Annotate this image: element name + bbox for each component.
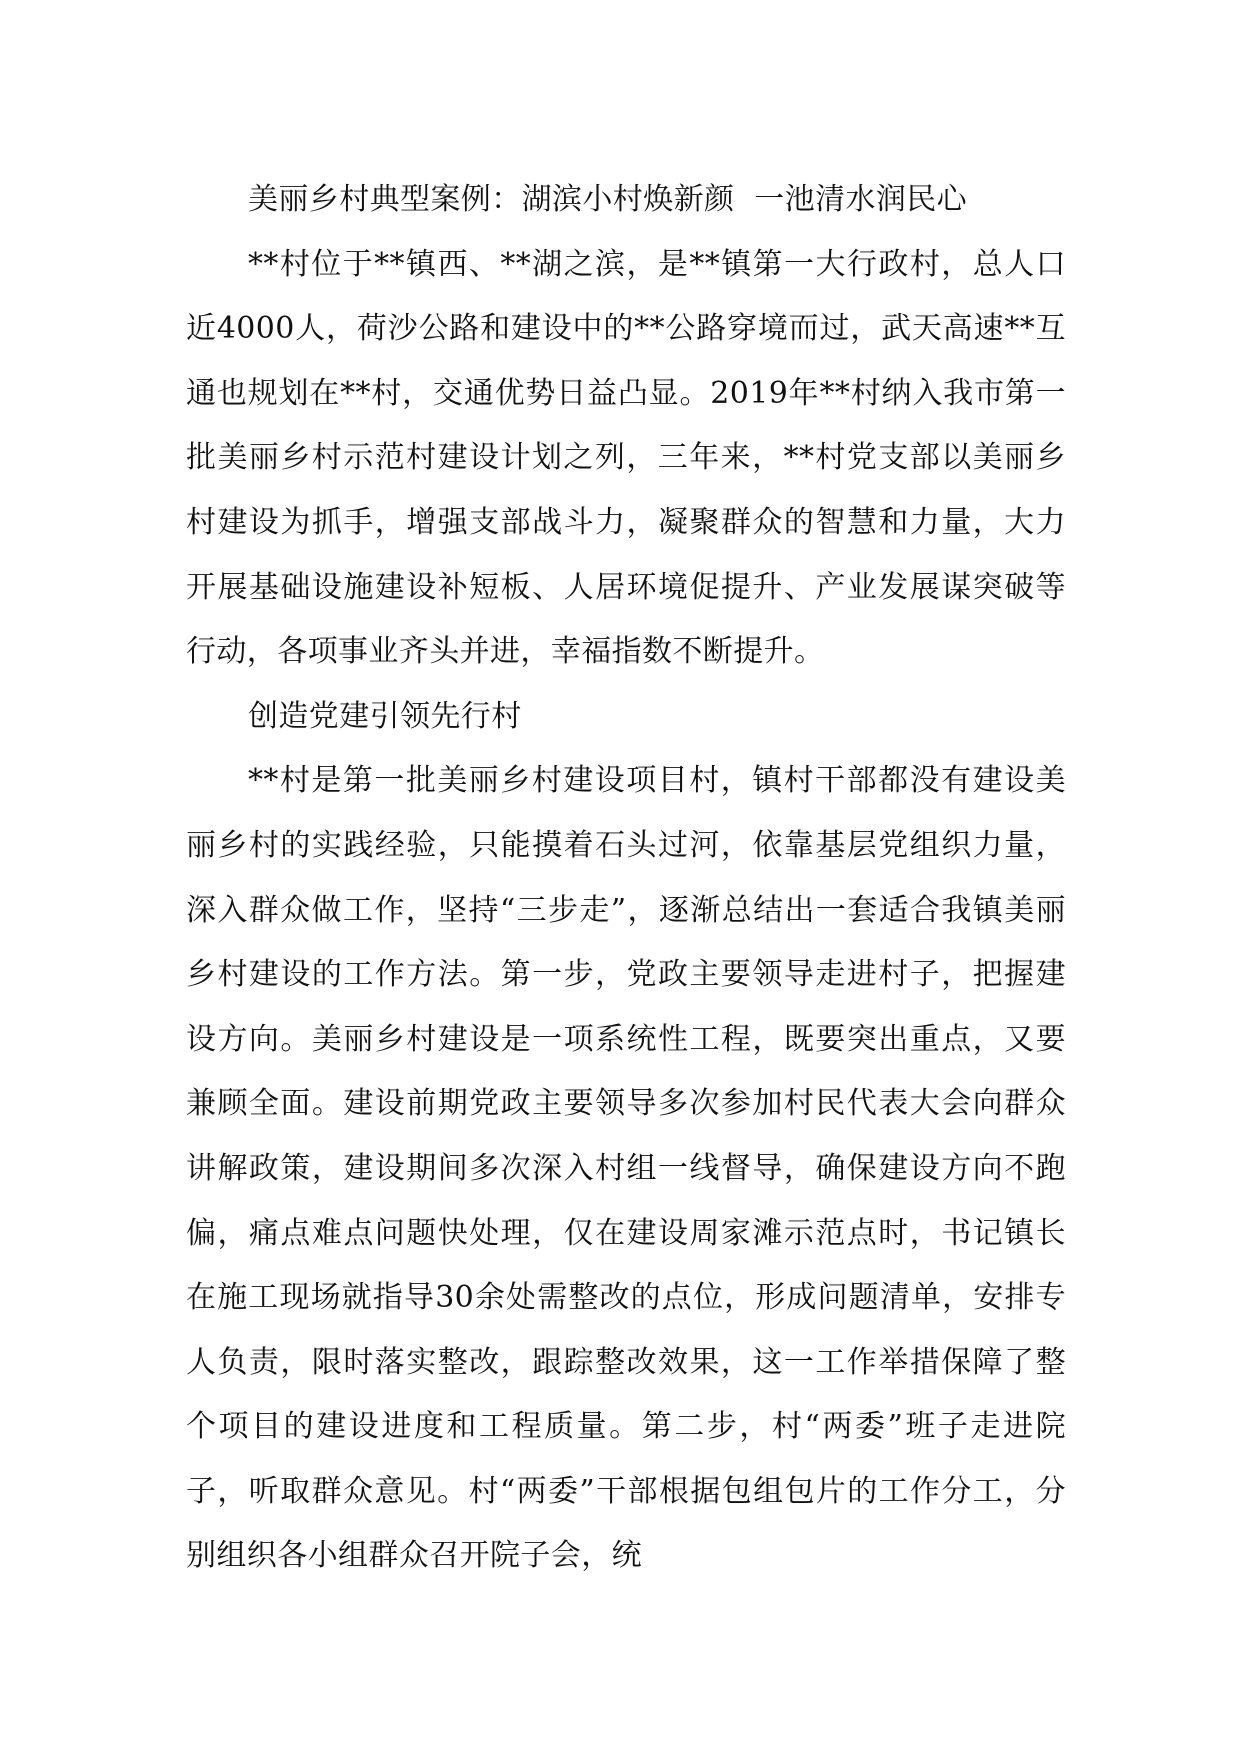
document-title: 美丽乡村典型案例：湖滨小村焕新颜 一池清水润民心 bbox=[248, 182, 968, 217]
section-heading: 创造党建引领先行村 bbox=[248, 698, 522, 734]
section-paragraph: **村是第一批美丽乡村建设项目村，镇村干部都没有建设美丽乡村的实践经验，只能摸着石头过河，依靠基层党组织力量，深入群众做工作，坚持“三步走”，逐渐总结出一套适合我镇美丽乡村建设的工作方法。第一步，党政主要领导走进村子，把握建设方向。美丽乡村建设是一项系统性工程，既要突出重点，又要兼顾全面。建设前期党政主要领导多次参加村民代表大会向群众讲解政策，建设期间多次深入村组一线督导，确保建设方向不跑偏，痛点难点问题快处理，仅在建设周家滩示范点时，书记镇长在施工现场就指导30余处需整改的点位，形成问题清单，安排专人负责，限时落实整改，跟踪整改效果，这一工作举措保障了整个项目的建设进度和工程质量。第二步，村“两委”班子走进院子，听取群众意见。村“两委”干部根据包组包片的工作分工，分别组织各小组群众召开院子会，统 bbox=[186, 763, 1066, 1574]
document-body bbox=[186, 168, 1066, 1589]
intro-paragraph: **村位于**镇西、**湖之滨，是**镇第一大行政村，总人口近4000人，荷沙公路和建设中的**公路穿境而过，武天高速**互通也规划在**村，交通优势日益凸显。2019年**村纳入我市第一批美丽乡村示范村建设计划之列，三年来，**村党支部以美丽乡村建设为抓手，增强支部战斗力，凝聚群众的智慧和力量，大力开展基础设施建设补短板、人居环境促提升、产业发展谋突破等行动，各项事业齐头并进，幸福指数不断提升。 bbox=[186, 246, 1066, 670]
